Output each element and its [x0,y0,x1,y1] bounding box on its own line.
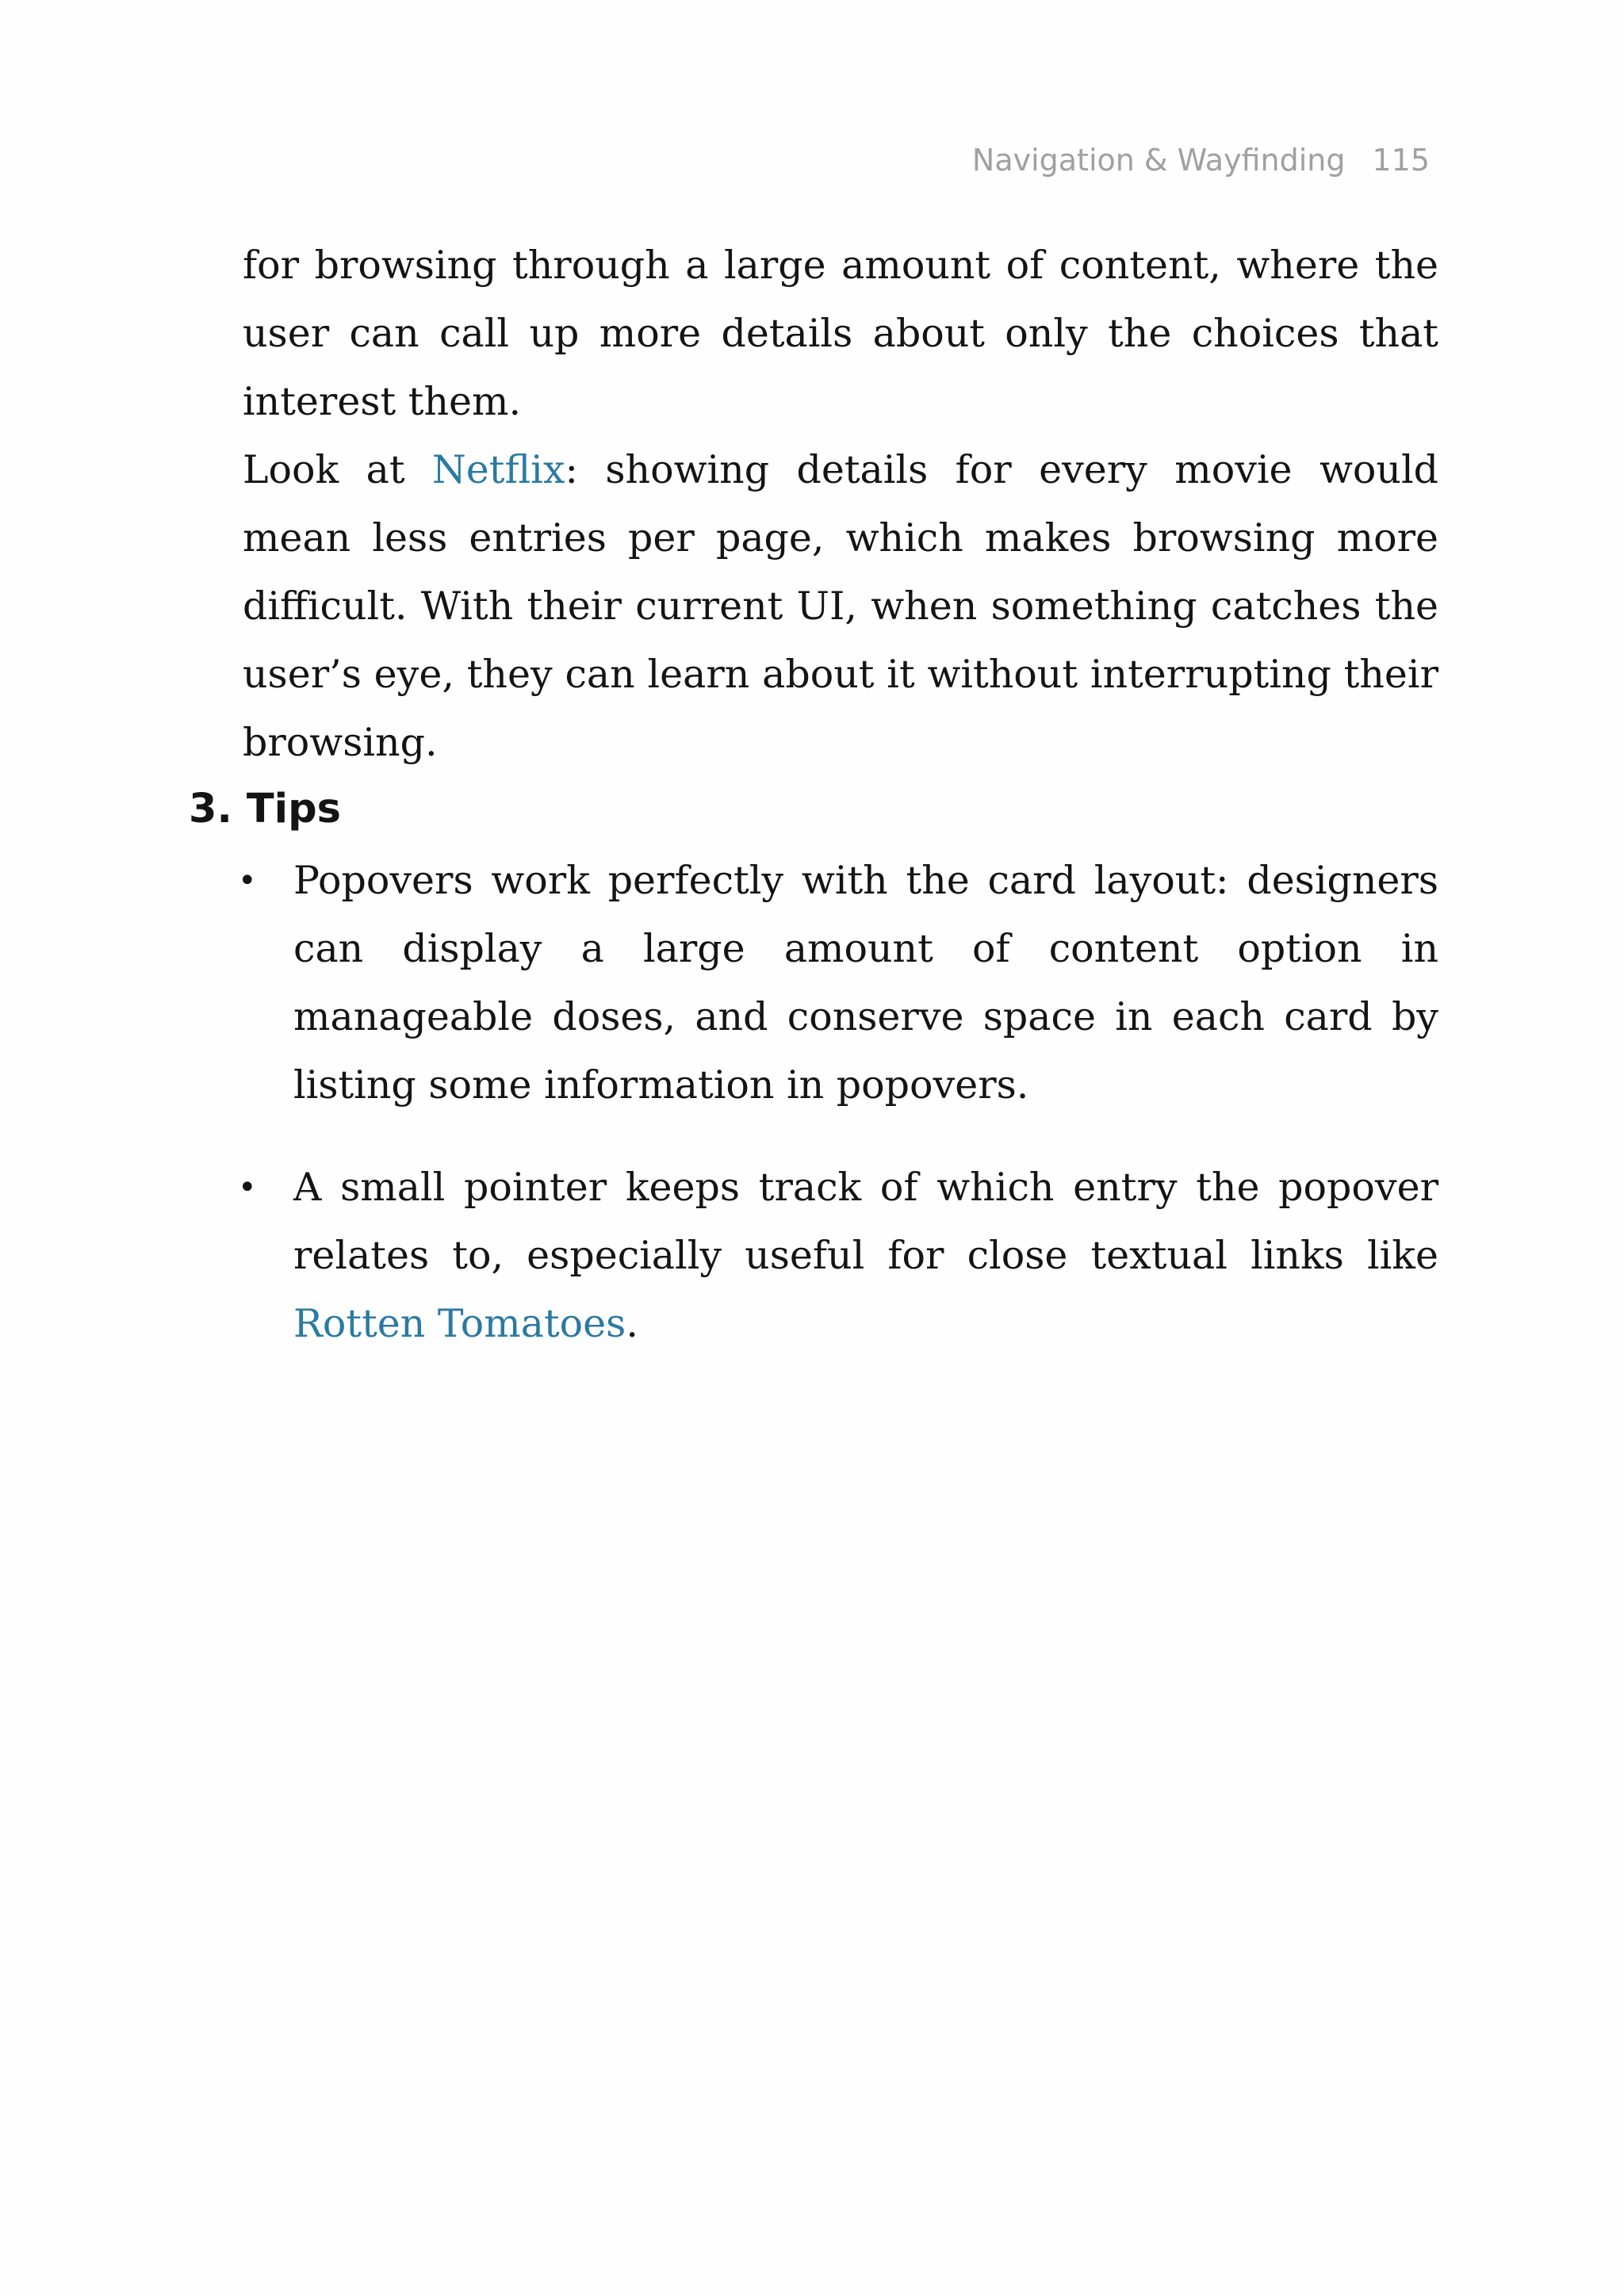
paragraph-netflix [243,436,1438,777]
netflix-link[interactable]: Netflix [431,447,565,492]
paragraph-netflix-rest: : showing details for every movie would mean less entries per page, which makes browsing more difficult. With their current UI, when something catches the user’s eye, they can learn about it without interrupting their browsing. [243,447,1438,765]
list-item-text-end: . [626,1301,638,1346]
section-number: 3. [189,786,232,832]
rotten-tomatoes-link[interactable]: Rotten Tomatoes [293,1301,626,1346]
list-item-text: Popovers work perfectly with the card layout: designers can display a large amount of content option in manageable doses, and conserve space in each card by listing some information in popovers. [293,858,1438,1108]
section-title: Tips [246,786,342,832]
running-header-title: Navigation & Wayfinding [971,143,1346,178]
list-item-text [293,1154,1438,1358]
bullet-icon: • [238,863,257,899]
paragraph-continuation [243,232,1438,436]
running-header [972,143,1430,178]
paragraph-netflix-lead: Look at [243,447,432,492]
bullet-icon: • [238,1169,257,1206]
section-heading-tips [189,775,341,844]
list-item-text-lead: A small pointer keeps track of which entry the popover relates to, especially useful for close textual links like [293,1165,1438,1278]
page-number: 115 [1372,143,1430,178]
paragraph-continuation-text: for browsing through a large amount of content, where the user can call up more details about only the choices that interest them. [243,243,1438,424]
